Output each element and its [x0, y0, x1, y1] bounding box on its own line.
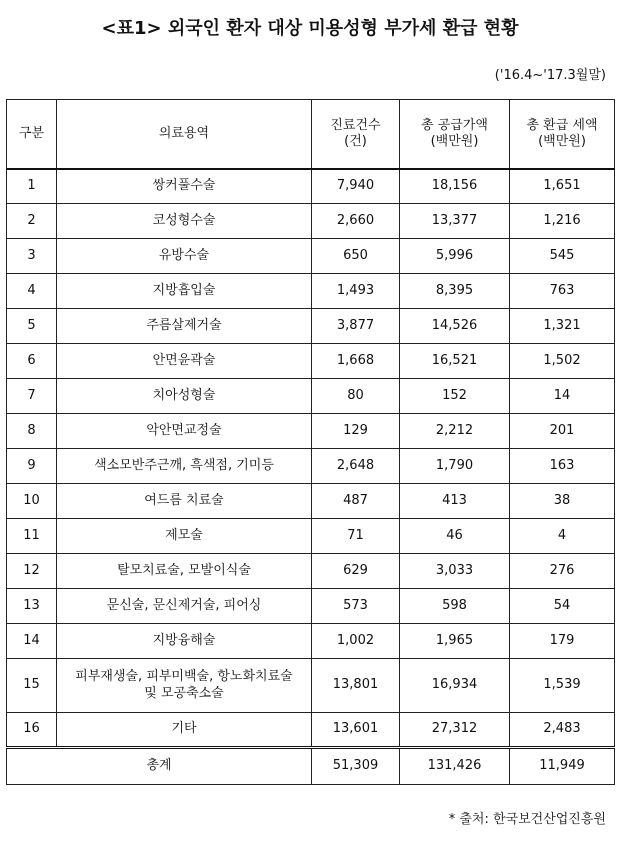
document-title: <표1> 외국인 환자 대상 미용성형 부가세 환급 현황 — [101, 18, 519, 39]
cell-no: 13 — [7, 589, 57, 624]
cell-supply: 18,156 — [400, 169, 510, 204]
refund-table — [6, 99, 615, 785]
cell-field: 문신술, 문신제거술, 피어싱 — [57, 589, 312, 624]
source-note: * 출처: 한국보건산업진흥원 — [448, 812, 606, 827]
cell-refund: 38 — [510, 484, 615, 519]
cell-refund: 14 — [510, 379, 615, 414]
cell-cases: 573 — [312, 589, 400, 624]
header-refund: 총 환급 세액 (백만원) — [510, 100, 615, 169]
cell-no: 4 — [7, 274, 57, 309]
cell-supply: 5,996 — [400, 239, 510, 274]
cell-cases: 80 — [312, 379, 400, 414]
cell-refund: 276 — [510, 554, 615, 589]
table-row — [7, 449, 615, 484]
cell-no: 10 — [7, 484, 57, 519]
cell-no: 6 — [7, 344, 57, 379]
cell-no: 5 — [7, 309, 57, 344]
cell-cases: 13,601 — [312, 713, 400, 748]
cell-refund: 1,651 — [510, 169, 615, 204]
cell-no: 16 — [7, 713, 57, 748]
table-row — [7, 309, 615, 344]
header-cases: 진료건수 (건) — [312, 100, 400, 169]
table-row — [7, 239, 615, 274]
cell-cases: 129 — [312, 414, 400, 449]
cell-field: 여드름 치료술 — [57, 484, 312, 519]
table-row — [7, 169, 615, 204]
cell-cases: 1,002 — [312, 624, 400, 659]
table-header — [7, 100, 615, 169]
cell-supply: 27,312 — [400, 713, 510, 748]
cell-cases: 2,648 — [312, 449, 400, 484]
cell-cases: 7,940 — [312, 169, 400, 204]
cell-supply: 16,934 — [400, 659, 510, 713]
cell-refund: 1,216 — [510, 204, 615, 239]
cell-field: 악안면교정술 — [57, 414, 312, 449]
cell-field: 안면윤곽술 — [57, 344, 312, 379]
cell-no: 12 — [7, 554, 57, 589]
cell-refund: 4 — [510, 519, 615, 554]
total-cases: 51,309 — [312, 748, 400, 785]
cell-field: 코성형수술 — [57, 204, 312, 239]
cell-no: 2 — [7, 204, 57, 239]
cell-no: 8 — [7, 414, 57, 449]
cell-refund: 54 — [510, 589, 615, 624]
cell-refund: 201 — [510, 414, 615, 449]
cell-field: 치아성형술 — [57, 379, 312, 414]
cell-refund: 2,483 — [510, 713, 615, 748]
cell-supply: 46 — [400, 519, 510, 554]
cell-refund: 163 — [510, 449, 615, 484]
table-row — [7, 204, 615, 239]
cell-no: 15 — [7, 659, 57, 713]
cell-supply: 8,395 — [400, 274, 510, 309]
cell-supply: 413 — [400, 484, 510, 519]
cell-cases: 487 — [312, 484, 400, 519]
cell-field: 탈모치료술, 모발이식술 — [57, 554, 312, 589]
table-row — [7, 589, 615, 624]
cell-no: 14 — [7, 624, 57, 659]
total-row — [7, 748, 615, 785]
table-row — [7, 554, 615, 589]
cell-supply: 2,212 — [400, 414, 510, 449]
table-row — [7, 379, 615, 414]
cell-supply: 16,521 — [400, 344, 510, 379]
cell-no: 3 — [7, 239, 57, 274]
cell-field: 지방흡입술 — [57, 274, 312, 309]
cell-cases: 1,668 — [312, 344, 400, 379]
cell-supply: 1,965 — [400, 624, 510, 659]
cell-field: 주름살제거술 — [57, 309, 312, 344]
header-no: 구분 — [7, 100, 57, 169]
total-supply: 131,426 — [400, 748, 510, 785]
table-row — [7, 713, 615, 748]
cell-cases: 650 — [312, 239, 400, 274]
table-row — [7, 659, 615, 713]
cell-cases: 2,660 — [312, 204, 400, 239]
period-note: ('16.4~'17.3월말) — [494, 68, 606, 83]
cell-field: 제모술 — [57, 519, 312, 554]
table-row — [7, 484, 615, 519]
cell-refund: 179 — [510, 624, 615, 659]
cell-cases: 13,801 — [312, 659, 400, 713]
cell-refund: 1,539 — [510, 659, 615, 713]
cell-field: 기타 — [57, 713, 312, 748]
header-supply: 총 공급가액 (백만원) — [400, 100, 510, 169]
cell-field: 유방수술 — [57, 239, 312, 274]
table-row — [7, 519, 615, 554]
cell-refund: 545 — [510, 239, 615, 274]
table-row — [7, 274, 615, 309]
header-row — [7, 100, 615, 169]
cell-no: 11 — [7, 519, 57, 554]
cell-field: 피부재생술, 피부미백술, 항노화치료술 및 모공축소술 — [57, 659, 312, 713]
cell-field: 색소모반주근깨, 흑색점, 기미등 — [57, 449, 312, 484]
table-row — [7, 414, 615, 449]
table-footer — [7, 748, 615, 785]
table-body — [7, 169, 615, 748]
cell-supply: 1,790 — [400, 449, 510, 484]
cell-supply: 13,377 — [400, 204, 510, 239]
cell-refund: 1,321 — [510, 309, 615, 344]
cell-no: 7 — [7, 379, 57, 414]
cell-no: 9 — [7, 449, 57, 484]
cell-cases: 1,493 — [312, 274, 400, 309]
table-row — [7, 344, 615, 379]
cell-supply: 14,526 — [400, 309, 510, 344]
cell-no: 1 — [7, 169, 57, 204]
cell-supply: 3,033 — [400, 554, 510, 589]
cell-field: 쌍커풀수술 — [57, 169, 312, 204]
cell-cases: 3,877 — [312, 309, 400, 344]
cell-field: 지방융해술 — [57, 624, 312, 659]
cell-cases: 71 — [312, 519, 400, 554]
cell-supply: 152 — [400, 379, 510, 414]
cell-refund: 1,502 — [510, 344, 615, 379]
cell-supply: 598 — [400, 589, 510, 624]
total-refund: 11,949 — [510, 748, 615, 785]
table-row — [7, 624, 615, 659]
cell-refund: 763 — [510, 274, 615, 309]
cell-cases: 629 — [312, 554, 400, 589]
header-field: 의료용역 — [57, 100, 312, 169]
total-label: 총계 — [7, 748, 312, 785]
